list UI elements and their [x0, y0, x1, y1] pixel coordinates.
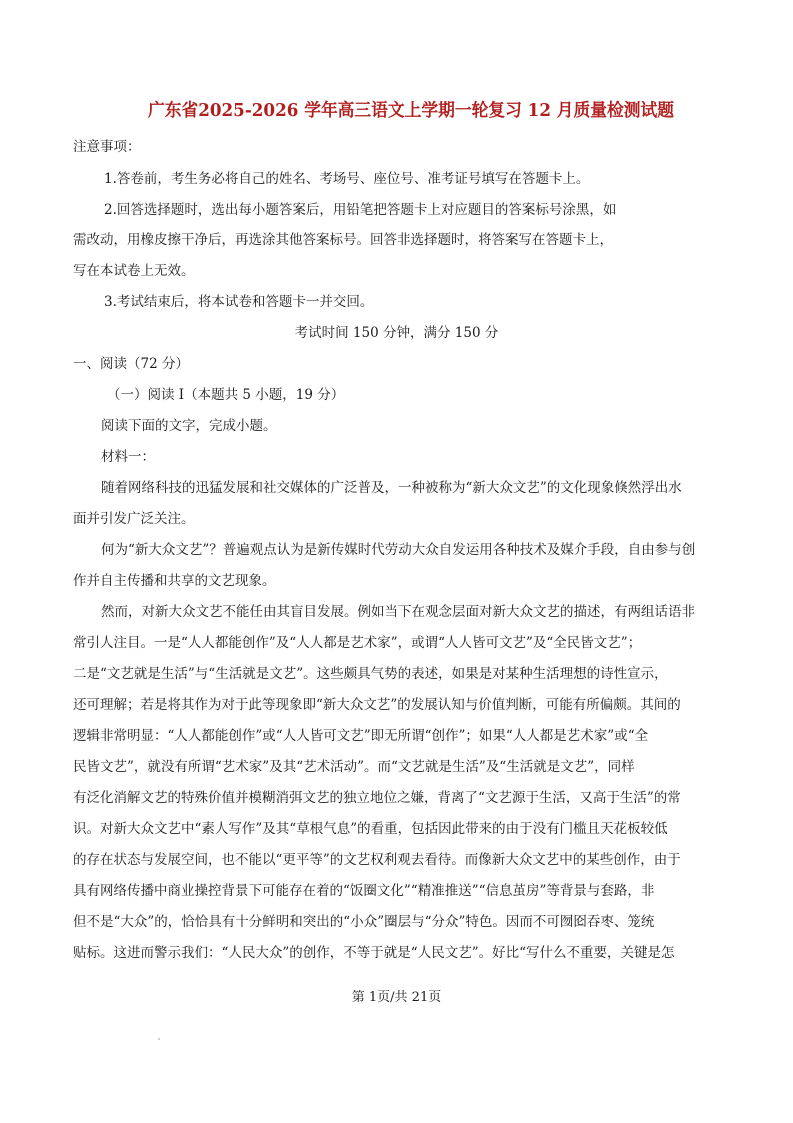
exam-info: 考试时间 150 分钟，满分 150 分	[294, 325, 499, 341]
body-line: 面并引发广泛关注。	[73, 511, 195, 527]
body-line: 具有网络传播中商业操控背景下可能存在着的“饭圈文化”“精准推送”“信息茧房”等背景与套路，非	[73, 883, 655, 899]
body-line: 但不是“大众”的，恰恰具有十分鲜明和突出的“小众”圈层与“分众”特色。因而不可囫囵吞枣、笼统	[73, 914, 655, 930]
body-line: 常引人注目。一是“人人都能创作”及“人人都是艺术家”，或谓“人人皆可文艺”及“全民皆文艺”；	[73, 635, 642, 651]
notice-item-3: 3.考试结束后，将本试卷和答题卡一并交回。	[104, 294, 374, 310]
notice-heading: 注意事项：	[73, 139, 141, 155]
material-label: 材料一：	[101, 449, 155, 465]
notice-item-2-cont: 需改动，用橡皮擦干净后，再选涂其他答案标号。回答非选择题时，将答案写在答题卡上，	[73, 232, 613, 248]
body-line: 有泛化消解文艺的特殊价值并模糊消弭文艺的独立地位之嫌，背离了“文艺源于生活，又高于生活”的常	[73, 790, 681, 806]
body-line: 随着网络科技的迅猛发展和社交媒体的广泛普及，一种被称为“新大众文艺”的文化现象倏然浮出水	[101, 480, 682, 496]
document-title: 广东省2025-2026 学年高三语文上学期一轮复习 12 月质量检测试题	[148, 101, 675, 121]
body-line: 何为“新大众文艺”？普遍观点认为是新传媒时代劳动大众自发运用各种技术及媒介手段，自由参与创	[101, 542, 696, 558]
body-line: 贴标。这进而警示我们：“人民大众”的创作，不等于就是“人民文艺”。好比“写什么不重要，关键是怎	[73, 945, 675, 961]
body-line: 然而，对新大众文艺不能任由其盲目发展。例如当下在观念层面对新大众文艺的描述，有两组话语非	[101, 604, 695, 620]
scan-speck	[158, 1038, 160, 1040]
body-line: 的存在状态与发展空间，也不能以“更平等”的文艺权利观去看待。而像新大众文艺中的某些创作，由于	[73, 852, 681, 868]
body-line: 二是“文艺就是生活”与“生活就是文艺”。这些颇具气势的表述，如果是对某种生活理想的诗性宣示，	[73, 666, 668, 682]
body-line: 逻辑非常明显：“人人都能创作”或“人人皆可文艺”即无所谓“创作”；如果“人人都是艺术家”或“全	[73, 728, 649, 744]
section-heading: 一、阅读（72 分）	[73, 356, 189, 372]
notice-item-1: 1.答卷前，考生务必将自己的姓名、考场号、座位号、准考证号填写在答题卡上。	[104, 171, 590, 187]
subsection-heading: （一）阅读 I（本题共 5 小题，19 分）	[107, 387, 345, 403]
instruction: 阅读下面的文字，完成小题。	[101, 418, 277, 434]
body-line: 还可理解；若是将其作为对于此等现象即“新大众文艺”的发展认知与价值判断，可能有所偏颇。其间的	[73, 697, 681, 713]
notice-item-2-cont-2: 写在本试卷上无效。	[73, 263, 195, 279]
notice-item-2: 2.回答选择题时，选出每小题答案后，用铅笔把答题卡上对应题目的答案标号涂黑，如	[104, 202, 617, 218]
body-line: 识。对新大众文艺中“素人写作”及其“草根气息”的看重，包括因此带来的由于没有门槛且天花板较低	[73, 821, 668, 837]
body-line: 作并自主传播和共享的文艺现象。	[73, 573, 276, 589]
body-line: 民皆文艺”，就没有所谓“艺术家”及其“艺术活动”。而“文艺就是生活”及“生活就是文艺”，同样	[73, 759, 635, 775]
page-footer: 第 1页/共 21页	[351, 990, 442, 1005]
